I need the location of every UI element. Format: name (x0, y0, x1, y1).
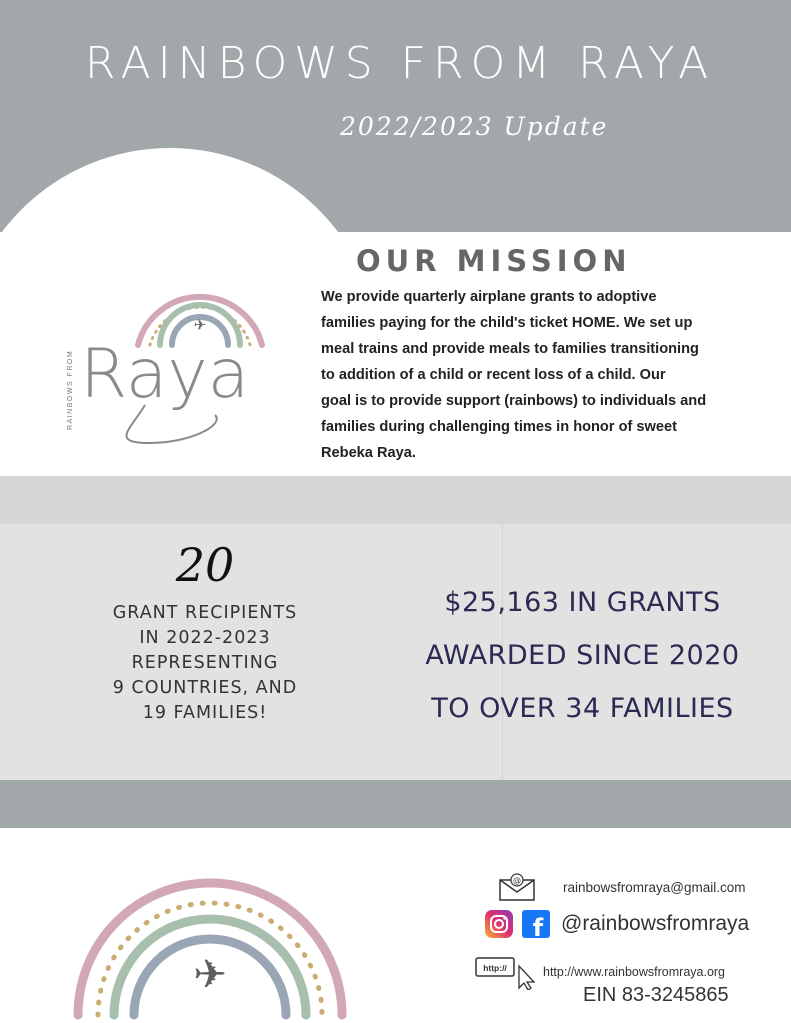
raya-logo (50, 265, 280, 455)
recipient-line: IN 2022-2023 (139, 628, 271, 648)
airplane-icon: ✈ (193, 316, 207, 334)
cursor-icon (519, 966, 534, 990)
mission-line: goal is to provide support (rainbows) to individuals and (321, 393, 707, 409)
mission-line: meal trains and provide meals to families transitioning (321, 341, 699, 357)
recipient-line: 9 COUNTRIES, AND (112, 678, 298, 698)
mission-paragraph (321, 284, 776, 466)
instagram-icon[interactable] (484, 909, 514, 939)
email-address[interactable]: rainbowsfromraya@gmail.com (563, 879, 746, 895)
grants-summary (385, 576, 780, 735)
mission-line: to addition of a child or recent loss of a child. Our (321, 367, 666, 383)
svg-text:@: @ (513, 876, 521, 885)
envelope-icon (498, 872, 538, 902)
stats-bottom-band (0, 780, 791, 828)
page-subtitle: 2022/2023 Update (340, 112, 609, 141)
facebook-icon[interactable] (521, 909, 551, 939)
rainbow-airplane-icon: ✈ (193, 952, 227, 998)
website-url[interactable]: http://www.rainbowsfromraya.org (543, 965, 726, 979)
page-title: RAINBOWS FROM RAYA (84, 38, 716, 89)
grants-line: AWARDED SINCE 2020 (425, 640, 740, 671)
email-row (498, 872, 746, 902)
mission-line: We provide quarterly airplane grants to adoptive (321, 289, 657, 305)
recipient-line: REPRESENTING (131, 653, 279, 673)
header-white-arc (0, 148, 380, 232)
social-row (484, 909, 749, 939)
logo-script-text: Raya (80, 335, 250, 414)
grants-line: $25,163 IN GRANTS (444, 587, 721, 618)
mission-line: families paying for the child's ticket HOME. We set up (321, 315, 693, 331)
recipient-count: 20 (175, 538, 235, 592)
recipient-line: 19 FAMILIES! (142, 703, 268, 723)
header-band (0, 0, 791, 232)
svg-text:f: f (532, 914, 544, 939)
recipient-line: GRANT RECIPIENTS (112, 603, 298, 623)
mission-line: Rebeka Raya. (321, 445, 416, 461)
rainbow-graphic (60, 850, 360, 1023)
social-handle[interactable]: @rainbowsfromraya (561, 912, 750, 935)
stats-top-band (0, 476, 791, 524)
grants-line: TO OVER 34 FAMILIES (431, 693, 734, 724)
mission-line: families during challenging times in honor of sweet (321, 419, 677, 435)
mission-heading: OUR MISSION (356, 244, 632, 278)
recipient-details (60, 601, 350, 726)
http-label: http:// (483, 963, 507, 973)
logo-small-text: RAINBOWS FROM (67, 349, 74, 430)
web-link-icon (474, 954, 538, 990)
ein-number: EIN 83-3245865 (583, 984, 729, 1006)
